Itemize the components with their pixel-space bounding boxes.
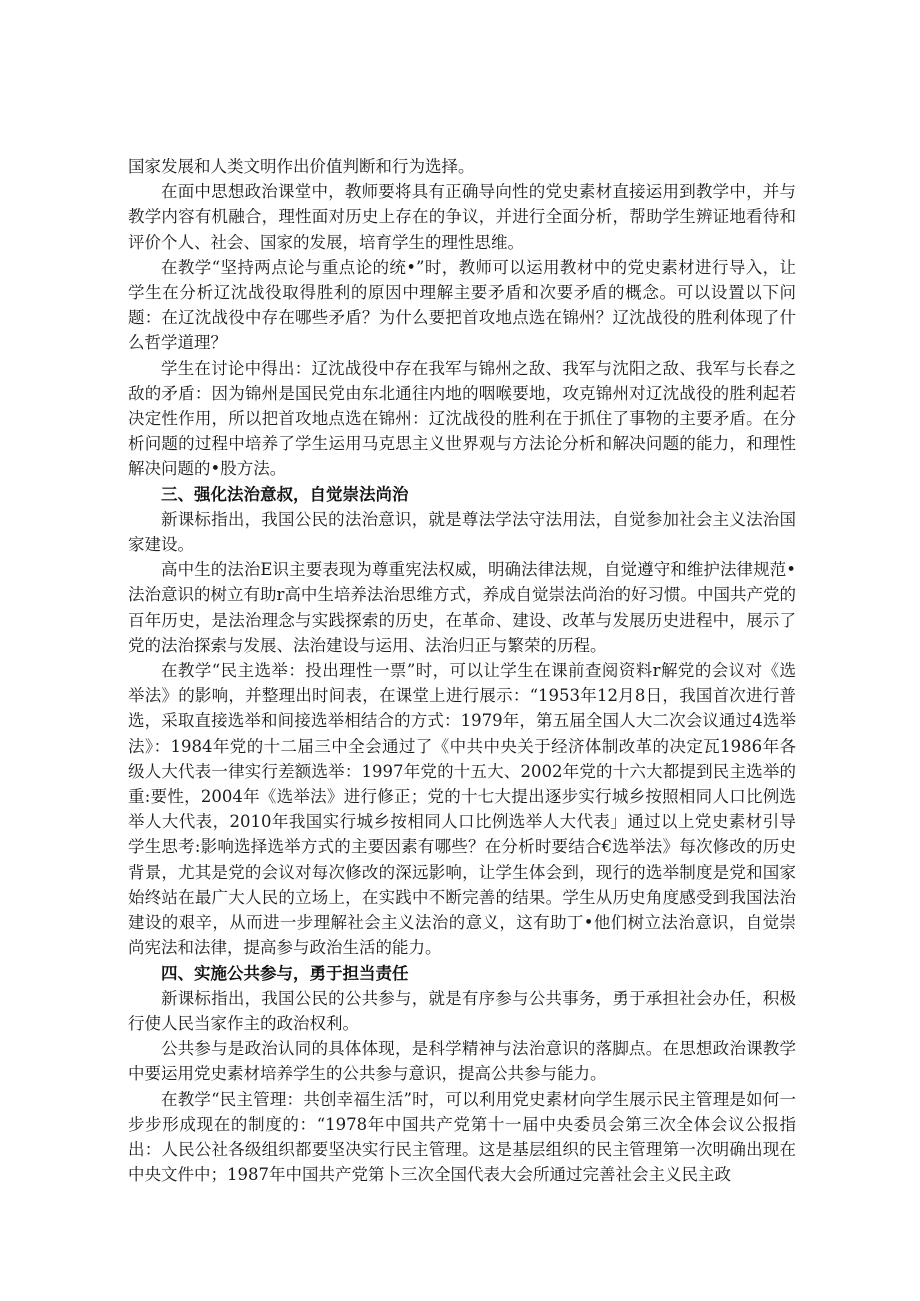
paragraph: 学生在讨论中得出：辽沈战役中存在我军与锦州之敌、我军与沈阳之敌、我军与长春之敌的矛盾：因为锦州是国民党由东北通往内地的咽喉要地，攻克锦州对辽沈战役的胜利起若决定性作用，所以把首攻地点选在锦州：辽沈战役的胜利在于抓住了事物的主要矛盾。在分析问题的过程中培养了学生运用马克思主义世界观与方法论分析和解决问题的能力，和理性解决问题的•股方法。 bbox=[128, 358, 796, 479]
document-body bbox=[128, 154, 796, 1187]
paragraph: 公共参与是政治认同的具体体现，是科学精神与法治意识的落脚点。在思想政治课教学中要运用党史素材培养学生的公共参与意识，提高公共参与能力。 bbox=[128, 1039, 796, 1084]
paragraph: 在教学“坚持两点论与重点论的统•”时，教师可以运用教材中的党史素材进行导入，让学生在分析辽沈战役取得胜利的原因中理解主要矛盾和次要矛盾的概念。可以设置以下问题：在辽沈战役中存在哪些矛盾？为什么要把首攻地点选在锦州？辽沈战役的胜利体现了什么哲学道理？ bbox=[128, 257, 796, 353]
section-heading-public-participation: 四、实施公共参与，勇于担当责任 bbox=[161, 963, 409, 983]
paragraph: 在教学“民主选举：投出理性一票”时，可以让学生在课前查阅资料r解党的会议对《选举法》的影响，并整理出时间表，在课堂上进行展示：“1953年12月8日，我国首次进行普选，采取直接选举和间接选举相结合的方式：1979年，第五届全国人大二次会议通过4选举法》：1984年党的十二届三中全会通过了《中共中央关于经济体制改革的决定瓦1986年各级人大代表一律实行差额选举：1997年党的十五大、2002年党的十六大都提到民主选举的重:要性，2004年《选举法》进行修正；党的十七大提出逐步实行城乡按照相同人口比例选举人大代表，2010年我国实行城乡按相同人口比例选举人大代表」通过以上党史素材引导学生思考:影响选择选举方式的主要因素有哪些？在分析时要结合€选举法》每次修改的历史背景，尤其是党的会议对每次修改的深远影响，让学生体会到，现行的选举制度是党和国家始终站在最广大人民的立场上，在实践中不断完善的结果。学生从历史角度感受到我国法治建设的艰辛，从而进一步理解社会主义法治的意义，这有助丁•他们树立法治意识，自觉崇尚宪法和法律，提高参与政治生活的能力。 bbox=[128, 661, 796, 958]
paragraph: 高中生的法治E识主要表现为尊重宪法权威，明确法律法规，自觉遵守和维护法律规范•法治意识的树立有助r高中生培养法治思维方式，养成自觉崇法尚治的好习惯。中国共产党的百年历史，是法治理念与实践探索的历史，在革命、建设、改革与发展历史进程中，展示了党的法治探索与发展、法治建设与运用、法治归正与繁荣的历程。 bbox=[128, 560, 796, 655]
paragraph: 在教学“民主管理：共创幸福生活”时，可以利用党史素材向学生展示民主管理是如何一步步形成现在的制度的：“1978年中国共产党第十一届中央委员会第三次全体会议公报指出：人民公社各级组织都要坚决实行民主管理。这是基层组织的民主管理第一次明确出现在中央文件中；1987年中国共产党第卜三次全国代表大会所通过完善社会主义民主政 bbox=[128, 1089, 796, 1185]
paragraph: 新课标指出，我国公民的法治意识，就是尊法学法守法用法，自觉参加社会主义法治国家建设。 bbox=[128, 509, 796, 555]
section-heading-rule-of-law: 三、强化法治意叔，自觉崇法尚治 bbox=[161, 484, 409, 504]
paragraph: 新课标指出，我国公民的公共参与，就是有序参与公共事务，勇于承担社会办任，积极行使人民当家作主的政治权利。 bbox=[128, 988, 796, 1033]
paragraph-continuation: 国家发展和人类文明作出价值判断和行为选择。 bbox=[128, 157, 475, 176]
paragraph: 在面中思想政治课堂中，教师要将具有正确导向性的党史素材直接运用到教学中，并与教学内容有机融合，理性面对历史上存在的争议，并进行全面分析，帮助学生辨证地看待和评价个人、社会、国家的发展，培育学生的理性思维。 bbox=[128, 182, 796, 252]
